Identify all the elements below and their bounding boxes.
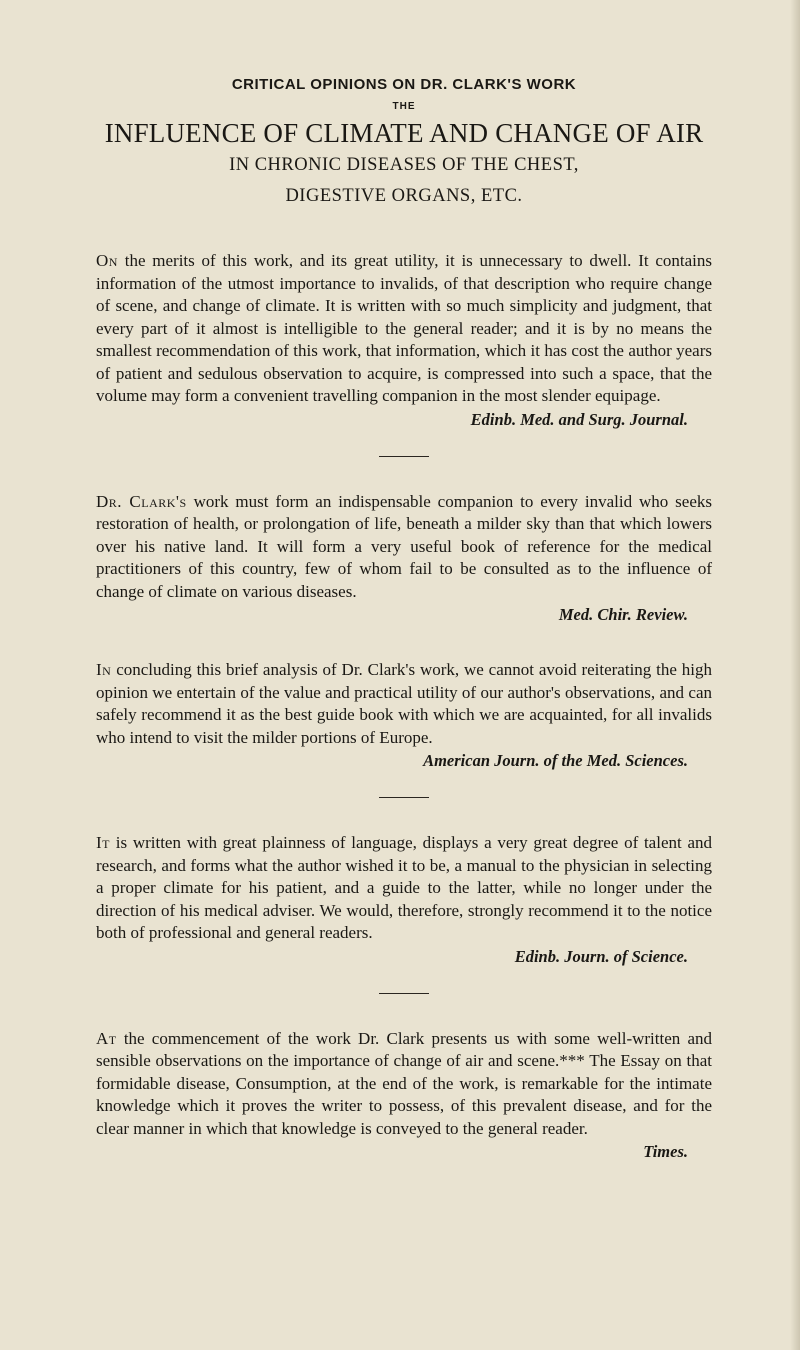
- review-lead-word: It: [96, 833, 110, 852]
- page-edge-shadow: [790, 0, 800, 1350]
- review-body: is written with great plainness of language, displays a very great degree of talent and research, and forms what the author wished it to be, a manual to the physician in selecting a proper climate for his patient, and a guide to the latter, while no longer under the direction of his medical adviser. We would, therefore, strongly recommend it to the notice both of professional and general readers.: [96, 833, 713, 942]
- review-source: American Journ. of the Med. Sciences.: [423, 751, 688, 770]
- review-body: concluding this brief analysis of Dr. Clark's work, we cannot avoid reiterating the high opinion we entertain of the value and practical utility of our author's observations, and can safely recommend it as the best guide book with which we are acquainted, for all invalids who intend to visit the milder portions of Europe.: [96, 660, 712, 747]
- review-edinb-science: [96, 832, 712, 967]
- review-lead-word: At: [96, 1028, 117, 1048]
- main-title: INFLUENCE OF CLIMATE AND CHANGE OF AIR: [104, 118, 704, 148]
- title-article: THE: [392, 101, 416, 112]
- section-divider: [379, 456, 429, 457]
- section-divider: [379, 797, 429, 798]
- review-lead-word: Dr. Clark's: [96, 491, 187, 511]
- review-text: [96, 659, 712, 749]
- running-head: CRITICAL OPINIONS ON DR. CLARK'S WORK: [231, 76, 577, 93]
- review-times: [96, 1028, 712, 1163]
- review-source: Med. Chir. Review.: [558, 605, 688, 624]
- review-lead-word: On: [96, 251, 118, 270]
- review-source: Times.: [643, 1142, 688, 1161]
- subtitle-line-2: DIGESTIVE ORGANS, ETC.: [285, 186, 523, 206]
- review-text: [96, 832, 712, 945]
- review-american-journ: [96, 659, 712, 771]
- review-body: work must form an indispensable companion to every invalid who seeks restoration of health, or prolongation of life, beneath a milder sky than that which lowers over his native land. It will form a very useful book of reference for the medical practitioners of this country, few of whom fail to be consulted as to the influence of change of climate on various diseases.: [96, 491, 712, 601]
- review-source: Edinb. Journ. of Science.: [514, 946, 688, 966]
- review-text: [96, 491, 712, 604]
- section-divider: [379, 993, 429, 994]
- review-text: [96, 1028, 712, 1141]
- review-body: the merits of this work, and its great utility, it is unnecessary to dwell. It contains information of the utmost importance to invalids, of that description who require change of scene, and change of climate. It is written with so much simplicity and judgment, that every part of it almost is intelligible to the general reader; and it is by no means the smallest recommendation of this work, that information, which it has cost the author years of patient and sedulous observation to acquire, is compressed into such a space, that the volume may form a convenient travelling companion in the most slender equipage.: [96, 251, 713, 405]
- review-lead-word: In: [96, 660, 112, 679]
- review-text: [96, 250, 712, 408]
- review-body: the commencement of the work Dr. Clark presents us with some well-written and sensible observations on the importance of change of air and scene.*** The Essay on that formidable disease, Consumption, at the end of the work, is remarkable for the intimate knowledge which it proves the writer to possess, of this prevalent disease, and for the clear manner in which that knowledge is conveyed to the general reader.: [96, 1028, 712, 1138]
- review-med-chir: [96, 491, 712, 626]
- review-edinb-med-surg: [96, 250, 712, 430]
- review-source: Edinb. Med. and Surg. Journal.: [470, 409, 688, 429]
- subtitle-line-1: IN CHRONIC DISEASES OF THE CHEST,: [229, 155, 579, 175]
